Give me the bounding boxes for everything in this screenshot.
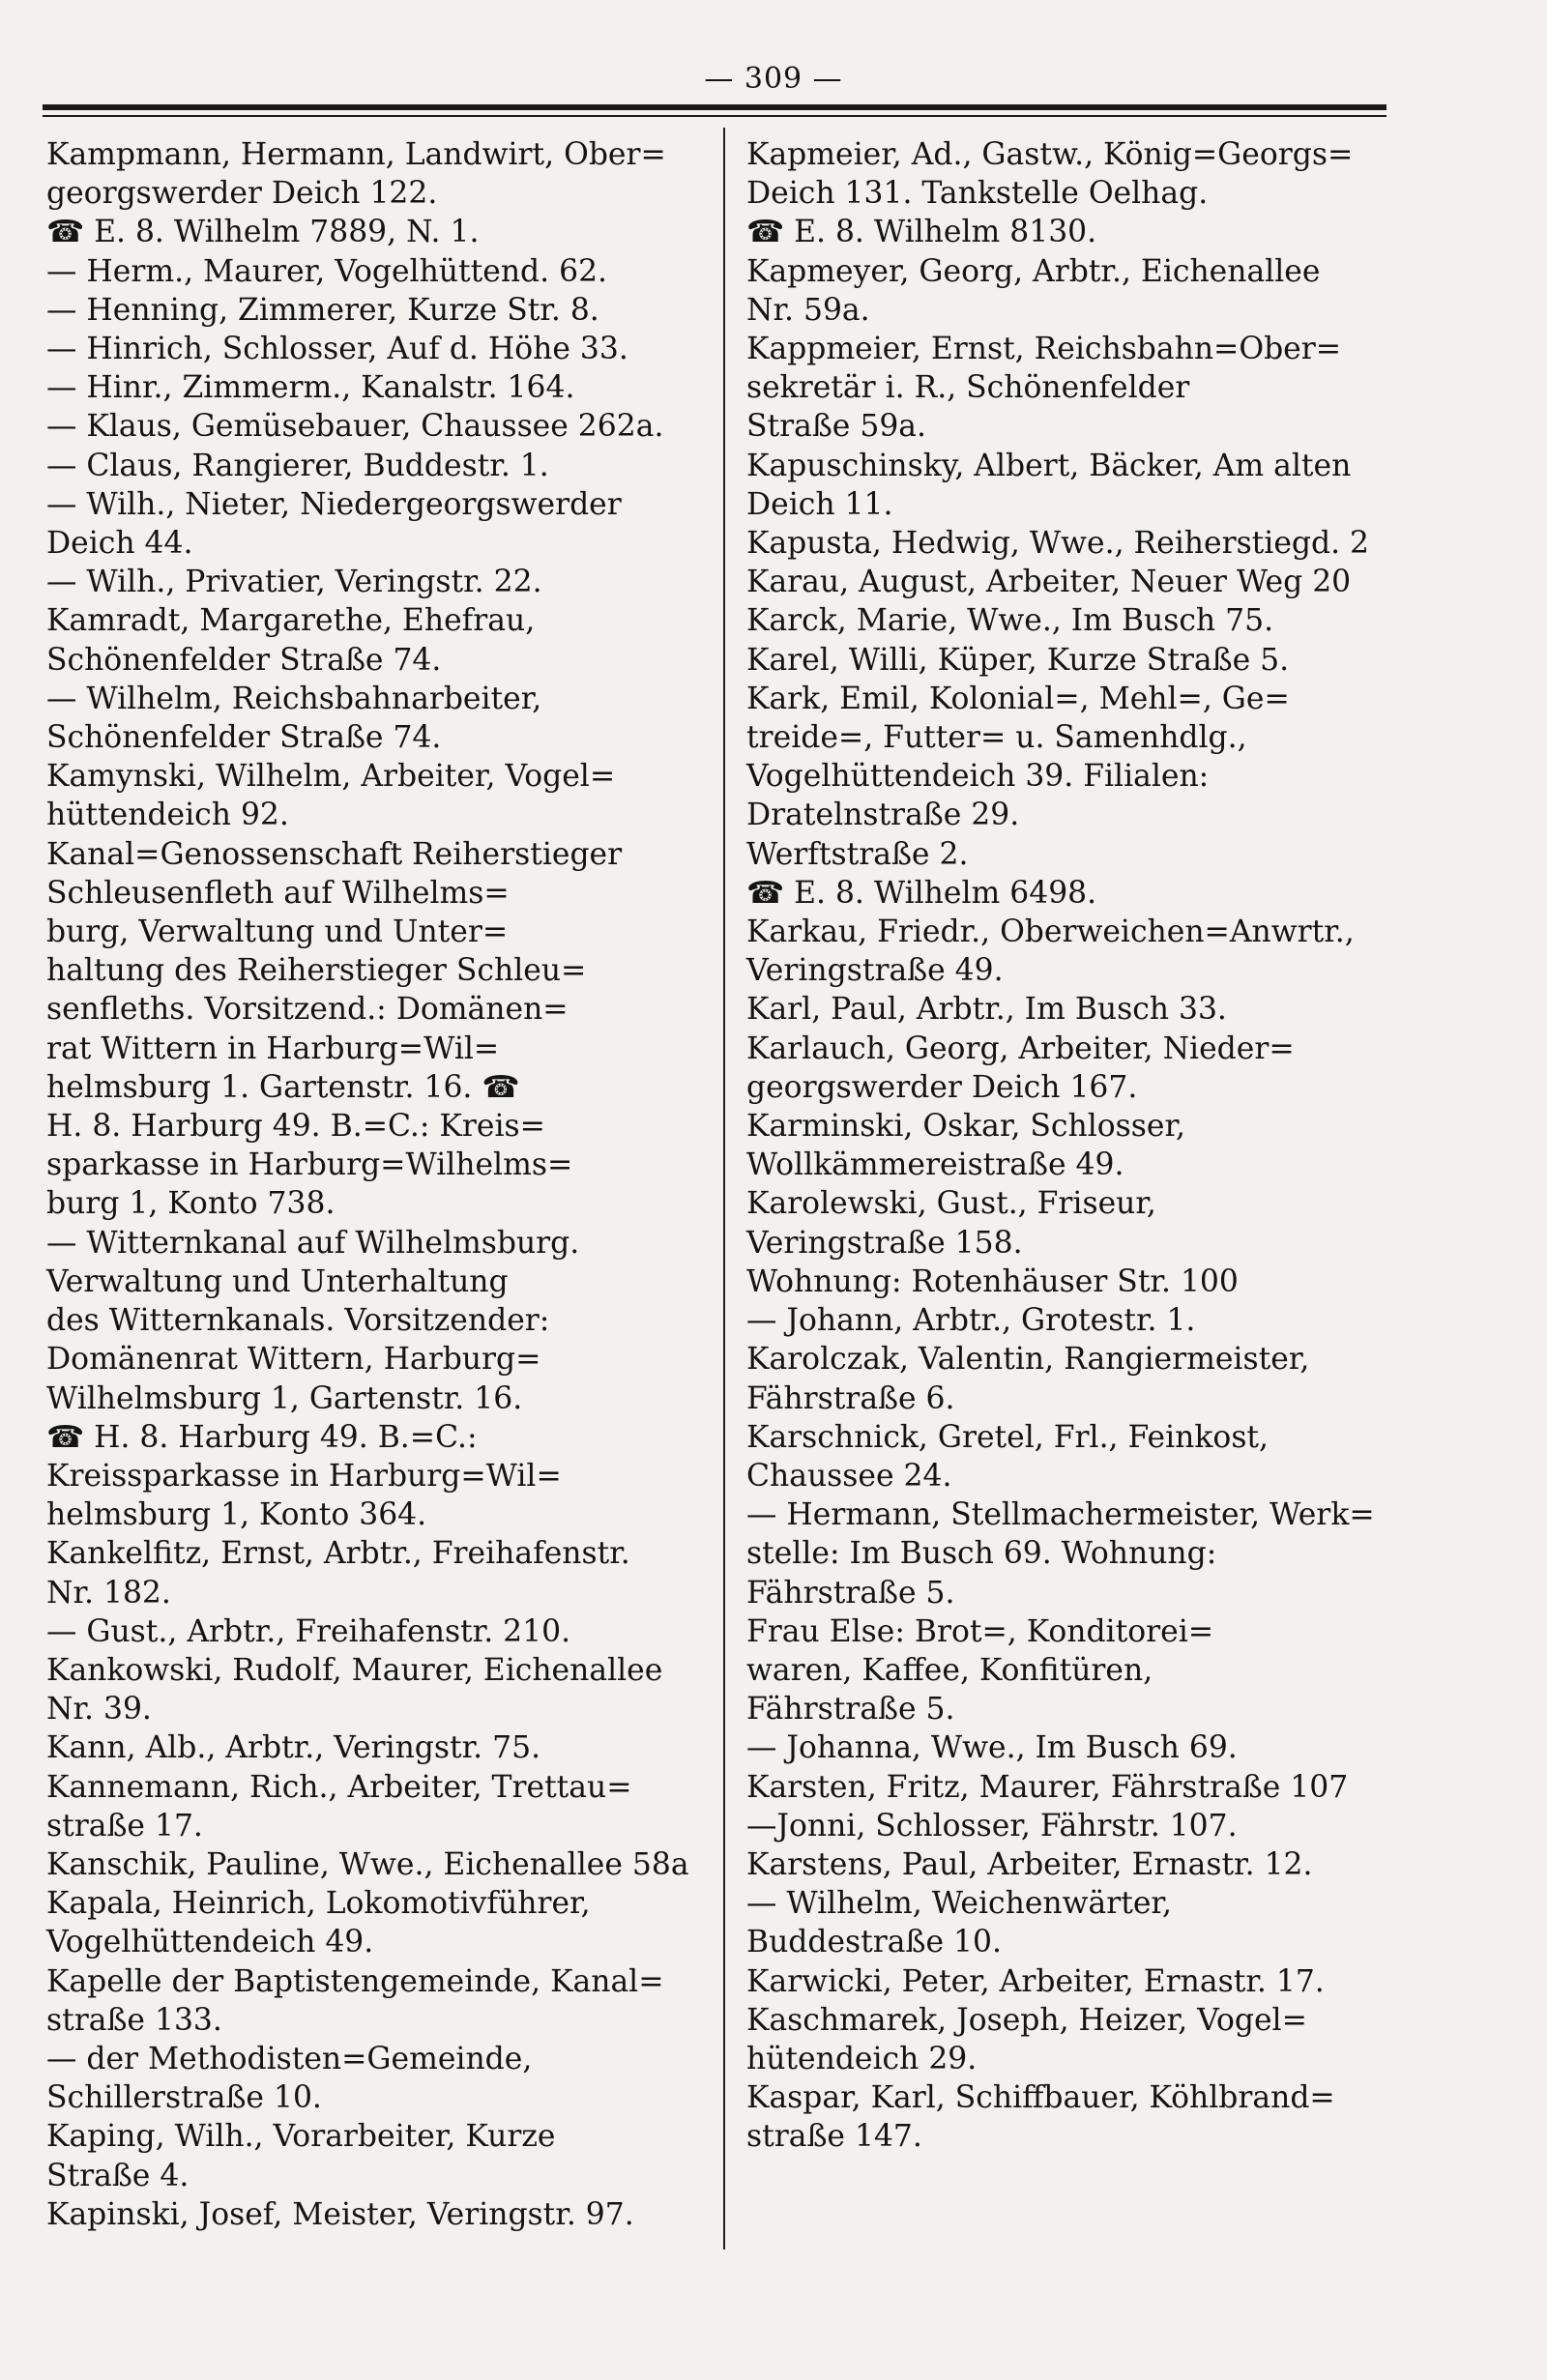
directory-entry	[746, 1184, 1404, 1301]
entry-line: ☎ H. 8. Harburg 49. B.=C.:	[46, 1419, 478, 1455]
entry-line: sparkasse in Harburg=Wilhelms=	[46, 1147, 573, 1183]
entry-line: burg, Verwaltung und Unter=	[46, 914, 509, 950]
entry-line: — Hinr., Zimmerm., Kanalstr. 164.	[46, 370, 575, 406]
entry-line: — Claus, Rangierer, Buddestr. 1.	[46, 448, 549, 483]
directory-entry	[746, 563, 1404, 601]
directory-entry	[746, 990, 1404, 1029]
entry-line: Deich 11.	[746, 486, 893, 522]
entry-line: Karolczak, Valentin, Rangiermeister,	[746, 1342, 1310, 1378]
directory-entry	[746, 913, 1404, 990]
entry-line: Deich 44.	[46, 526, 193, 562]
entry-line: — Gust., Arbtr., Freihafenstr. 210.	[46, 1613, 571, 1649]
directory-entry	[46, 407, 704, 446]
entry-line: Kapelle der Baptistengemeinde, Kanal=	[46, 1963, 664, 1999]
header-rule	[43, 104, 1386, 110]
entry-line: Nr. 182.	[46, 1575, 171, 1611]
entry-line: — Wilh., Privatier, Veringstr. 22.	[46, 565, 542, 600]
directory-entry	[46, 1845, 704, 1884]
entry-line: Vogelhüttendeich 49.	[46, 1925, 374, 1960]
entry-line: Fährstraße 6.	[746, 1380, 955, 1416]
entry-line: Dratelnstraße 29.	[746, 798, 1020, 833]
directory-entry	[46, 1534, 704, 1611]
directory-entry	[46, 1651, 704, 1728]
directory-entry	[746, 1728, 1404, 1767]
directory-entry	[46, 1612, 704, 1651]
entry-line: Kaspar, Karl, Schiffbauer, Köhlbrand=	[746, 2080, 1335, 2116]
entry-line: — Wilh., Nieter, Niedergeorgswerder	[46, 486, 622, 522]
directory-entry	[746, 641, 1404, 680]
directory-entry	[46, 835, 704, 1224]
directory-entry	[46, 563, 704, 601]
directory-entry	[46, 1224, 704, 1535]
entry-line: Karlauch, Georg, Arbeiter, Nieder=	[746, 1030, 1295, 1066]
entry-line: Wollkämmereistraße 49.	[746, 1147, 1124, 1183]
entry-line: Nr. 59a.	[746, 292, 870, 328]
entry-line: — Hinrich, Schlosser, Auf d. Höhe 33.	[46, 332, 628, 367]
directory-entry	[746, 213, 1404, 251]
directory-entry	[746, 447, 1404, 524]
entry-line: burg 1, Konto 738.	[46, 1186, 336, 1222]
entry-line: — Klaus, Gemüsebauer, Chaussee 262a.	[46, 409, 664, 445]
directory-entry	[46, 447, 704, 485]
entry-line: senfleths. Vorsitzend.: Domänen=	[46, 992, 569, 1028]
entry-line: ☎ E. 8. Wilhelm 7889, N. 1.	[46, 215, 480, 250]
directory-entry	[46, 2117, 704, 2194]
entry-line: Domänenrat Wittern, Harburg=	[46, 1342, 541, 1378]
entry-line: Kamynski, Wilhelm, Arbeiter, Vogel=	[46, 759, 616, 795]
directory-entry	[746, 2078, 1404, 2156]
entry-line: Vogelhüttendeich 39. Filialen:	[746, 759, 1210, 795]
entry-line: Veringstraße 49.	[746, 953, 1004, 989]
entry-line: Karl, Paul, Arbtr., Im Busch 33.	[746, 992, 1227, 1028]
entry-line: des Witternkanals. Vorsitzender:	[46, 1303, 550, 1339]
left-column	[46, 135, 704, 2234]
entry-line: — der Methodisten=Gemeinde,	[46, 2041, 533, 2076]
entry-line: straße 133.	[46, 2002, 222, 2038]
entry-line: georgswerder Deich 167.	[746, 1069, 1138, 1105]
entry-line: Kark, Emil, Kolonial=, Mehl=, Ge=	[746, 681, 1290, 716]
entry-line: — Wilhelm, Weichenwärter,	[746, 1886, 1172, 1922]
directory-entry	[746, 1884, 1404, 1961]
entry-line: Nr. 39.	[46, 1692, 152, 1727]
entry-line: Schönenfelder Straße 74.	[46, 720, 442, 756]
directory-entry	[46, 368, 704, 407]
directory-entry	[746, 1340, 1404, 1417]
directory-entry	[746, 1768, 1404, 1807]
entry-line: Kaschmarek, Joseph, Heizer, Vogel=	[746, 2002, 1307, 2038]
entry-line: — Johann, Arbtr., Grotestr. 1.	[746, 1303, 1196, 1339]
entry-line: Veringstraße 158.	[746, 1225, 1023, 1261]
entry-line: — Herm., Maurer, Vogelhüttend. 62.	[46, 253, 608, 289]
column-divider	[723, 128, 725, 2249]
entry-line: haltung des Reiherstieger Schleu=	[46, 953, 587, 989]
entry-line: Fährstraße 5.	[746, 1575, 955, 1611]
entry-line: georgswerder Deich 122.	[46, 176, 438, 212]
entry-line: — Wilhelm, Reichsbahnarbeiter,	[46, 681, 542, 716]
entry-line: Karolewski, Gust., Friseur,	[746, 1186, 1156, 1222]
entry-line: Kankowski, Rudolf, Maurer, Eichenallee	[46, 1652, 663, 1688]
entry-line: straße 17.	[46, 1808, 203, 1843]
entry-line: hüttendeich 92.	[46, 798, 289, 833]
entry-line: — Johanna, Wwe., Im Busch 69.	[746, 1730, 1238, 1766]
entry-line: Kannemann, Rich., Arbeiter, Trettau=	[46, 1769, 632, 1805]
entry-line: Kapmeier, Ad., Gastw., König=Georgs=	[746, 137, 1354, 172]
entry-line: Karstens, Paul, Arbeiter, Ernastr. 12.	[746, 1846, 1313, 1882]
directory-entry	[746, 1301, 1404, 1340]
entry-line: Kapmeyer, Georg, Arbtr., Eichenallee	[746, 253, 1321, 289]
entry-line: — Hermann, Stellmachermeister, Werk=	[746, 1497, 1375, 1533]
entry-line: Straße 4.	[46, 2158, 190, 2193]
directory-entry	[746, 1845, 1404, 1884]
entry-line: ☎ E. 8. Wilhelm 6498.	[746, 875, 1097, 911]
directory-entry	[46, 485, 704, 563]
entry-line: Chaussee 24.	[746, 1458, 952, 1494]
entry-line: rat Wittern in Harburg=Wil=	[46, 1030, 500, 1066]
directory-entry	[746, 2001, 1404, 2078]
entry-line: Kaping, Wilh., Vorarbeiter, Kurze	[46, 2119, 556, 2155]
directory-entry	[46, 601, 704, 679]
entry-line: Schillerstraße 10.	[46, 2080, 322, 2116]
entry-line: Kapuschinsky, Albert, Bäcker, Am alten	[746, 448, 1352, 483]
entry-line: Kappmeier, Ernst, Reichsbahn=Ober=	[746, 332, 1342, 367]
directory-entry	[46, 1768, 704, 1845]
entry-line: Kampmann, Hermann, Landwirt, Ober=	[46, 137, 666, 172]
directory-entry	[746, 1962, 1404, 2001]
right-column	[746, 135, 1404, 2157]
entry-line: Kapala, Heinrich, Lokomotivführer,	[46, 1886, 591, 1922]
directory-entry	[746, 1807, 1404, 1845]
entry-line: Werftstraße 2.	[746, 836, 969, 872]
directory-entry	[46, 135, 704, 213]
directory-entry	[46, 213, 704, 251]
entry-line: Karschnick, Gretel, Frl., Feinkost,	[746, 1419, 1270, 1455]
entry-line: ☎ E. 8. Wilhelm 8130.	[746, 215, 1097, 250]
directory-entry	[746, 524, 1404, 563]
entry-line: —Jonni, Schlosser, Fährstr. 107.	[746, 1808, 1238, 1843]
directory-entry	[746, 330, 1404, 447]
entry-line: Kann, Alb., Arbtr., Veringstr. 75.	[46, 1730, 541, 1766]
entry-line: helmsburg 1, Konto 364.	[46, 1497, 427, 1533]
header-rule-thin	[43, 115, 1386, 117]
entry-line: Straße 59a.	[746, 409, 926, 445]
directory-entry	[746, 1418, 1404, 1495]
page-number: — 309 —	[704, 62, 843, 96]
entry-line: Kreissparkasse in Harburg=Wil=	[46, 1458, 562, 1494]
directory-entry	[746, 1107, 1404, 1184]
entry-line: Kapinski, Josef, Meister, Veringstr. 97.	[46, 2196, 634, 2232]
directory-entry	[746, 1495, 1404, 1728]
directory-entry	[46, 1728, 704, 1767]
entry-line: Kapusta, Hedwig, Wwe., Reiherstiegd. 2	[746, 526, 1370, 562]
entry-line: waren, Kaffee, Konfitüren,	[746, 1652, 1153, 1688]
directory-entry	[46, 330, 704, 368]
entry-line: stelle: Im Busch 69. Wohnung:	[746, 1536, 1217, 1572]
directory-entry	[746, 1030, 1404, 1107]
entry-line: hütendeich 29.	[746, 2041, 978, 2076]
directory-entry	[746, 135, 1404, 213]
entry-line: Kamradt, Margarethe, Ehefrau,	[46, 603, 536, 639]
entry-line: Karel, Willi, Küper, Kurze Straße 5.	[746, 642, 1290, 678]
directory-entry	[746, 601, 1404, 640]
entry-line: Kanschik, Pauline, Wwe., Eichenallee 58a	[46, 1846, 689, 1882]
entry-line: Wilhelmsburg 1, Gartenstr. 16.	[46, 1380, 523, 1416]
entry-line: Frau Else: Brot=, Konditorei=	[746, 1613, 1214, 1649]
entry-line: Schönenfelder Straße 74.	[46, 642, 442, 678]
entry-line: Kankelfitz, Ernst, Arbtr., Freihafenstr.	[46, 1536, 630, 1572]
directory-entry	[46, 1962, 704, 2040]
entry-line: Fährstraße 5.	[746, 1692, 955, 1727]
entry-line: Karck, Marie, Wwe., Im Busch 75.	[746, 603, 1274, 639]
directory-entry	[46, 2040, 704, 2117]
entry-line: sekretär i. R., Schönenfelder	[746, 370, 1190, 406]
directory-entry	[46, 291, 704, 330]
entry-line: Karkau, Friedr., Oberweichen=Anwrtr.,	[746, 914, 1355, 950]
directory-entry	[46, 252, 704, 291]
entry-line: straße 147.	[746, 2119, 922, 2155]
entry-line: Karau, August, Arbeiter, Neuer Weg 20	[746, 565, 1352, 600]
entry-line: H. 8. Harburg 49. B.=C.: Kreis=	[46, 1109, 545, 1145]
entry-line: — Witternkanal auf Wilhelmsburg.	[46, 1225, 580, 1261]
entry-line: Karsten, Fritz, Maurer, Fährstraße 107	[746, 1769, 1349, 1805]
entry-line: Schleusenfleth auf Wilhelms=	[46, 875, 510, 911]
directory-entry	[46, 1884, 704, 1961]
entry-line: Buddestraße 10.	[746, 1925, 1002, 1960]
entry-line: Verwaltung und Unterhaltung	[46, 1263, 509, 1299]
directory-entry	[746, 680, 1404, 913]
entry-line: helmsburg 1. Gartenstr. 16. ☎	[46, 1069, 520, 1105]
entry-line: Karminski, Oskar, Schlosser,	[746, 1109, 1185, 1145]
directory-entry	[46, 757, 704, 834]
entry-line: — Henning, Zimmerer, Kurze Str. 8.	[46, 292, 599, 328]
entry-line: treide=, Futter= u. Samenhdlg.,	[746, 720, 1247, 756]
entry-line: Wohnung: Rotenhäuser Str. 100	[746, 1263, 1239, 1299]
entry-line: Deich 131. Tankstelle Oelhag.	[746, 176, 1209, 212]
entry-line: Kanal=Genossenschaft Reiherstieger	[46, 836, 623, 872]
entry-line: Karwicki, Peter, Arbeiter, Ernastr. 17.	[746, 1963, 1325, 1999]
directory-entry	[746, 252, 1404, 330]
directory-entry	[46, 2195, 704, 2234]
directory-entry	[46, 680, 704, 757]
